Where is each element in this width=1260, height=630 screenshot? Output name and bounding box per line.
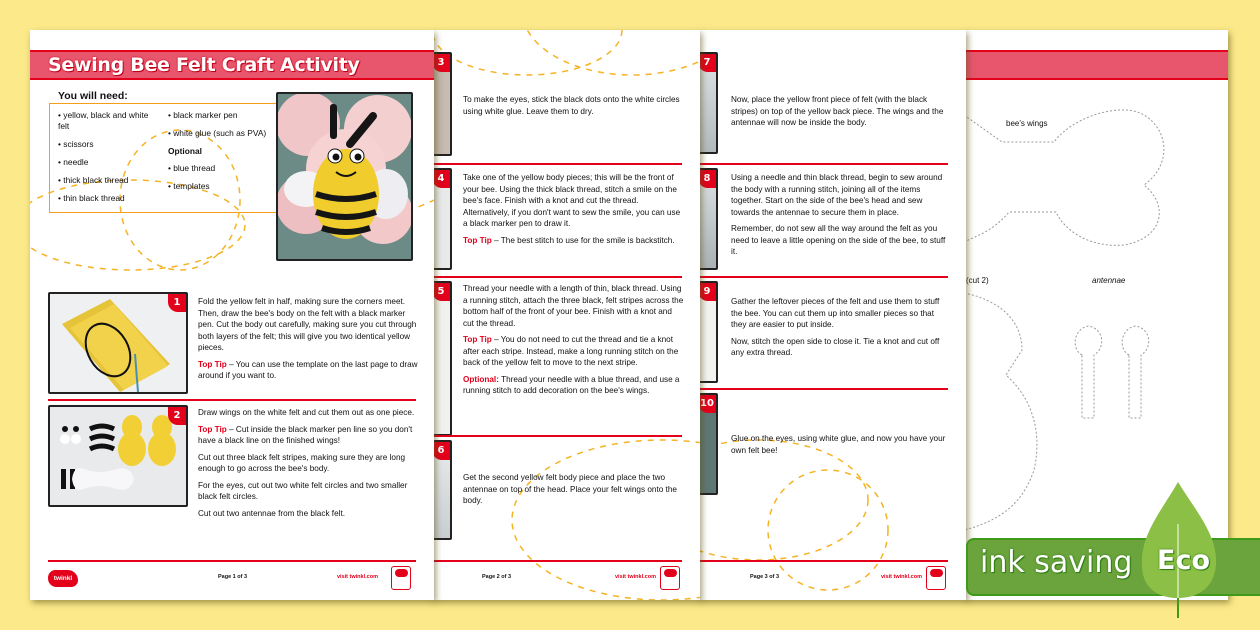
step-number-badge: 7: [698, 54, 716, 72]
step-9-photo: [698, 281, 718, 383]
step-number-badge: 8: [698, 170, 716, 188]
finished-bee-photo: [276, 92, 413, 261]
step-8-photo: [698, 168, 718, 270]
page-number: Page 1 of 3: [218, 574, 248, 580]
twinkl-logo: twinkl: [48, 570, 78, 587]
materials-column-2: • black marker pen • white glue (such as PVA) Optional • blue thread • templates: [168, 110, 288, 199]
step-10-text: Glue on the eyes, using white glue, and now you have your own felt bee!: [731, 434, 946, 455]
step-10-photo: [698, 393, 718, 495]
quality-badge-icon: [926, 566, 946, 590]
materials-column-1: • yellow, black and white felt • scissors • needle • thick black thread • thin black thread: [58, 110, 149, 203]
document-title: Sewing Bee Felt Craft Activity: [48, 54, 360, 76]
footer-rule: [698, 560, 948, 562]
step-6-text: Get the second yellow felt body piece and place the two antennae on top of the head. Place your felt wings onto the body.: [463, 473, 677, 505]
divider: [432, 163, 682, 165]
antennae-template-label: antennae: [1092, 276, 1126, 285]
step-3-photo: [432, 52, 452, 156]
step-3-text: To make the eyes, stick the black dots onto the white circles using white glue. Leave them to dry.: [463, 95, 680, 116]
quality-badge-icon: [391, 566, 411, 590]
footer-rule: [432, 560, 682, 562]
step-9-text: Gather the leftover pieces of the felt and use them to stuff the bee. You can cut them up into smaller pieces so that they are easier to put inside. Now, stitch the open side to close it. Tie a knot and cut off any extra thread.: [731, 297, 940, 357]
step-6-photo: [432, 440, 452, 540]
folded-felt-illustration: [50, 294, 186, 392]
page-footer: [698, 560, 966, 600]
bee-illustration: [278, 94, 411, 259]
step-2-photo: [48, 405, 188, 507]
step-5-text: Thread your needle with a length of thin, black thread. Using a running stitch, attach the three black, felt stripes across the bottom half of the front of your bee. Finish with a knot and cut the thread. Top Tip – You do not need to cut the thread and tie a knot after each stripe. Instead, make a long running stitch on the back of the yellow felt to move to the next stripe. Optional: Thread your needle with a blue thread, and use a running stitch to add decoration on the bee's wings.: [463, 284, 684, 395]
step-number-badge: 10: [698, 395, 716, 413]
felt-pieces-illustration: [50, 407, 186, 505]
divider: [698, 388, 948, 390]
step-number-badge: 4: [432, 170, 450, 188]
materials-list: [49, 103, 289, 213]
page-2: [432, 30, 700, 600]
step-1-photo: [48, 292, 188, 394]
page-number: Page 2 of 3: [482, 574, 512, 580]
you-will-need-heading: You will need:: [58, 90, 128, 102]
page-number: Page 3 of 3: [750, 574, 780, 580]
step-4-text: Take one of the yellow body pieces; this will be the front of your bee. Using the thick black thread, stitch a smile on the bee's face. Finish with a knot and cut the thread. Alternatively, if you don't want to sew the smile, you can use a black marker pen to draw it. Top Tip – The best stitch to use for the smile is backstitch.: [463, 173, 681, 245]
eco-label: Eco: [1157, 545, 1210, 576]
step-4-photo: [432, 168, 452, 270]
page-footer: [30, 560, 434, 600]
wings-template-label: bee's wings: [1006, 119, 1048, 128]
step-1-text: Fold the yellow felt in half, making sure the corners meet. Then, draw the bee's body on the felt with a black marker pen. Cut the body out carefully, making sure you cut through both layers of the felt; this will give you two identical yellow pieces. Top Tip – You can use the template on the last page to draw around if you want to.: [198, 297, 418, 380]
ink-saving-label: ink saving: [980, 545, 1133, 580]
quality-badge-icon: [660, 566, 680, 590]
optional-heading: Optional: [168, 146, 202, 156]
footer-rule: [48, 560, 416, 562]
visit-link[interactable]: visit twinkl.com: [337, 574, 378, 580]
visit-link[interactable]: visit twinkl.com: [615, 574, 656, 580]
step-number-badge: 1: [168, 294, 186, 312]
page-footer: [432, 560, 700, 600]
page-1: [30, 30, 434, 600]
page-3: [698, 30, 966, 600]
step-number-badge: 3: [432, 54, 450, 72]
divider: [48, 399, 416, 401]
title-bar: [964, 50, 1228, 80]
title-bar: [30, 50, 434, 80]
step-number-badge: 9: [698, 283, 716, 301]
divider: [432, 276, 682, 278]
step-number-badge: 6: [432, 442, 450, 460]
step-5-photo: [432, 281, 452, 436]
divider: [698, 163, 948, 165]
body-template-label: (cut 2): [966, 276, 989, 285]
step-number-badge: 5: [432, 283, 450, 301]
step-7-text: Now, place the yellow front piece of felt (with the black stripes) on top of the yellow back piece. The wings and the antennae will now be inside the body.: [731, 95, 944, 127]
divider: [698, 276, 948, 278]
step-number-badge: 2: [168, 407, 186, 425]
step-8-text: Using a needle and thin black thread, begin to sew around the body with a running stitch, joining all of the items together. Start on the side of the bee's head and sew towards the antennae to secure them in place. Remember, do not sew all the way around the felt as you need to leave a little opening on the side of the bee, to stuff it.: [731, 173, 946, 256]
divider: [432, 435, 682, 437]
step-7-photo: [698, 52, 718, 154]
visit-link[interactable]: visit twinkl.com: [881, 574, 922, 580]
step-2-text: Draw wings on the white felt and cut them out as one piece. Top Tip – Cut inside the black marker pen line so you don't have a black line on the finished wings! Cut out three black felt stripes, making sure they are long enough to go across the bee's body. For the eyes, cut out two white felt circles and two smaller black felt circles. Cut out two antennae from the black felt.: [198, 408, 415, 518]
